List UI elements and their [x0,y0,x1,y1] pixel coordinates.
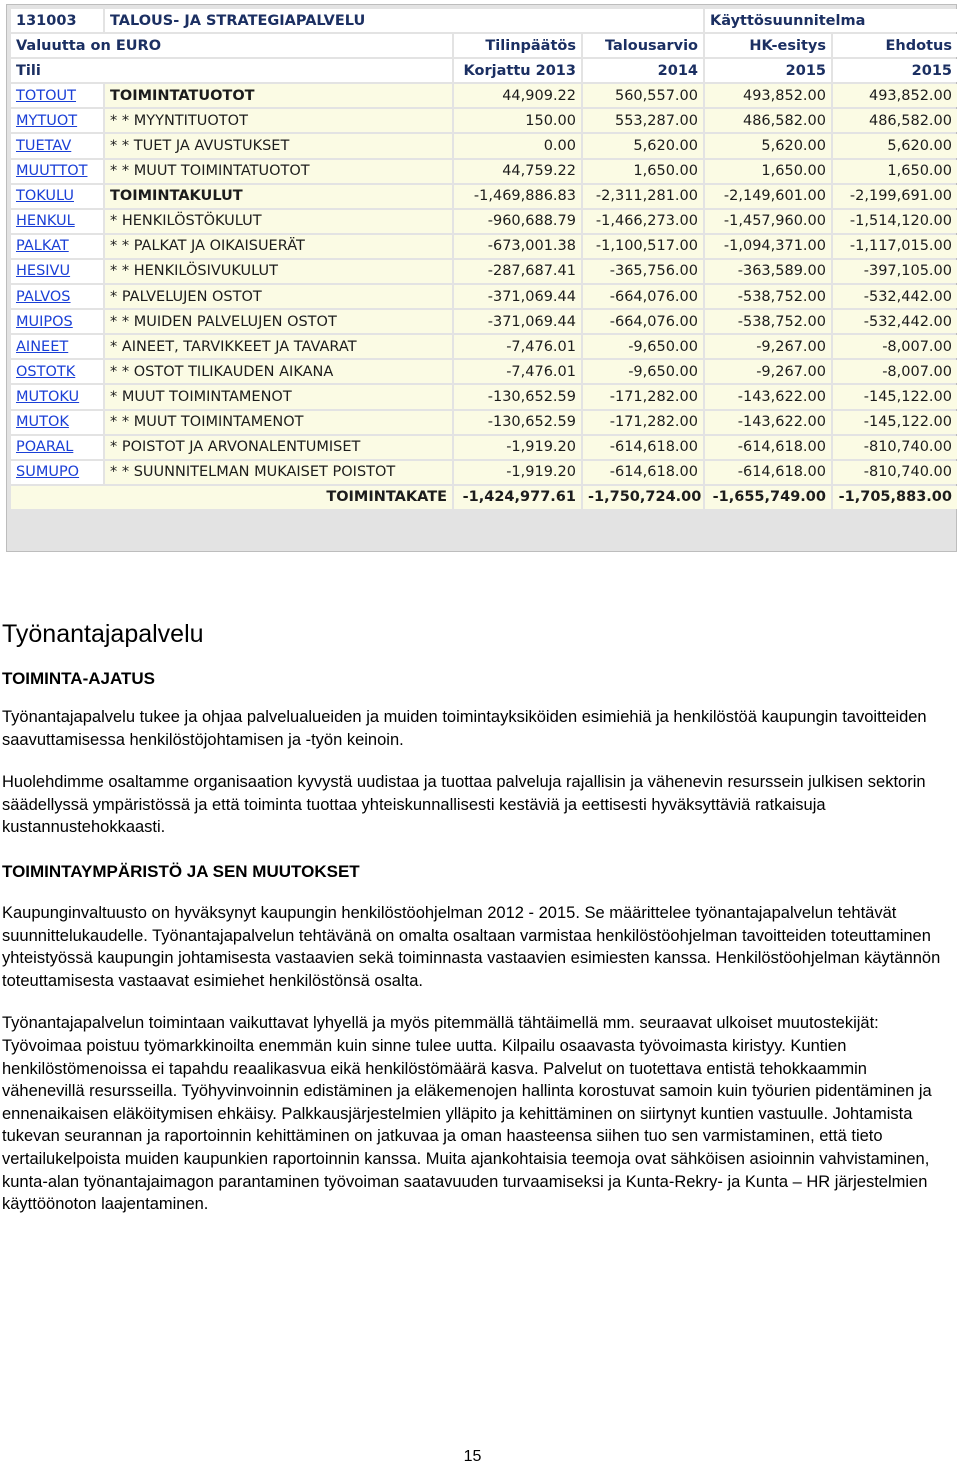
amount-cell: -1,514,120.00 [833,210,957,233]
amount-cell: 1,650.00 [583,160,703,183]
column-header: Tilinpäätös [454,34,581,57]
total-row [11,486,957,509]
amount-cell: -9,650.00 [583,360,703,383]
account-name: * * MUIDEN PALVELUJEN OSTOT [105,310,452,333]
account-name: * POISTOT JA ARVONALENTUMISET [105,436,452,459]
amount-cell: -7,476.01 [454,360,581,383]
account-code-cell [11,411,103,434]
amount-cell: -614,618.00 [705,436,831,459]
amount-cell: -614,618.00 [705,461,831,484]
amount-cell: -9,267.00 [705,360,831,383]
amount-cell: -1,457,960.00 [705,210,831,233]
table-row [11,411,957,434]
account-code-link[interactable]: MYTUOT [16,112,78,129]
account-name: * * MUUT TOIMINTAMENOT [105,411,452,434]
account-code-cell [11,360,103,383]
amount-cell: -171,282.00 [583,385,703,408]
section-heading-toiminta-ajatus: TOIMINTA-AJATUS [2,669,155,688]
account-code-link[interactable]: MUIPOS [16,313,73,330]
amount-cell: -130,652.59 [454,385,581,408]
amount-cell: -1,117,015.00 [833,235,957,258]
amount-cell: -664,076.00 [583,285,703,308]
amount-cell: -7,476.01 [454,335,581,358]
paragraph-factors: Työvoimaa poistuu työmarkkinoilta enemmän kuin sinne tulee uutta. Kilpailu osaavasta työvoimasta kiristyy. Kuntien henkilöstömenoissa ei tapahdu reaalikasvua eikä henkilöstömäärä kasva. Palvelut on tuotettava entistä tehokkaammin vähenevillä resursseilla. Työhyvinvoinnin edistäminen ja eläkemenojen hallinta korostuvat samoin kuin työurien pidentäminen ja ennenaikaisen eläköitymisen ehkäisy. Palkkausjärjestelmien ylläpito ja kehittäminen on siirtynyt kuntien vastuulle. Johtamista tukevan seurannan ja raportoinnin kehittäminen on jatkuvaa ja oman haasteensa siihen tuo sen varmistaminen, että tieto vertailukelpoista muiden kaupunkien raportoinnin kanssa. Muita ajankohtaisia teemoja ovat sähköisen asioinnin vahvistaminen, kunta-alan työnantajaimagon parantaminen työvoiman saatavuuden turvaamiseksi ja Kunta-Rekry- ja Kunta – HR järjestelmien käyttöönoton laajentaminen. [2,1036,932,1214]
amount-cell: 553,287.00 [583,109,703,132]
account-name: TOIMINTAKULUT [105,185,452,208]
amount-cell: -130,652.59 [454,411,581,434]
table-row [11,335,957,358]
table-row [11,210,957,233]
table-row [11,310,957,333]
amount-cell: 1,650.00 [705,160,831,183]
paragraph-resources: Huolehdimme osaltamme organisaation kyvystä uudistaa ja tuottaa palveluja rajallisin ja vähenevin resurssein julkisen sektorin säädellyssä ympäristössä ja että toiminta tuottaa yhteiskunnallisesti kestäviä ja eettisesti hyväksyttäviä ratkaisuja kustannustehokkaasti. [2,773,926,837]
table-row [11,385,957,408]
table-row [11,134,957,157]
amount-cell: -287,687.41 [454,260,581,283]
account-code-link[interactable]: AINEET [16,338,69,355]
budget-table-panel [6,4,957,552]
amount-cell: -673,001.38 [454,235,581,258]
amount-cell: -538,752.00 [705,285,831,308]
account-code-cell [11,84,103,107]
account-name: * * HENKILÖSIVUKULUT [105,260,452,283]
table-row [11,436,957,459]
table-row [11,461,957,484]
header-row [11,9,957,32]
amount-cell: -2,311,281.00 [583,185,703,208]
account-code-link[interactable]: PALKAT [16,238,69,255]
account-code-cell [11,461,103,484]
account-code-link[interactable]: SUMUPO [16,464,80,481]
amount-cell: -538,752.00 [705,310,831,333]
amount-cell: -2,149,601.00 [705,185,831,208]
amount-cell: 0.00 [454,134,581,157]
paragraph-mission: Työnantajapalvelu tukee ja ohjaa palvelualueiden ja muiden toimintayksiköiden esimiehiä ja henkilöstöä kaupungin tavoitteiden saavuttamisessa henkilöstöjohtamisen ja -työn keinoin. [2,708,927,749]
header-row [11,59,957,82]
amount-cell: 150.00 [454,109,581,132]
account-code-cell [11,260,103,283]
account-code-cell [11,436,103,459]
account-name: * AINEET, TARVIKKEET JA TAVARAT [105,335,452,358]
account-code-cell [11,310,103,333]
account-code-link[interactable]: PALVOS [16,288,71,305]
column-year: 2015 [833,59,957,82]
account-name: * HENKILÖSTÖKULUT [105,210,452,233]
section-heading-environment: TOIMINTAYMPÄRISTÖ JA SEN MUUTOKSET [2,861,360,881]
amount-cell: -171,282.00 [583,411,703,434]
amount-cell: 44,909.22 [454,84,581,107]
header-row [11,34,957,57]
account-code-cell [11,385,103,408]
account-code-link[interactable]: TOTOUT [16,87,77,104]
amount-cell: 1,650.00 [833,160,957,183]
amount-cell: -397,105.00 [833,260,957,283]
amount-cell: 5,620.00 [705,134,831,157]
total-amount: -1,750,724.00 [583,486,703,509]
table-row [11,360,957,383]
account-code-cell [11,335,103,358]
account-code-link[interactable]: HENKUL [16,213,75,230]
account-name: * * TUET JA AVUSTUKSET [105,134,452,157]
amount-cell: -1,466,273.00 [583,210,703,233]
amount-cell: -532,442.00 [833,310,957,333]
amount-cell: 493,852.00 [705,84,831,107]
amount-cell: 5,620.00 [583,134,703,157]
amount-cell: -960,688.79 [454,210,581,233]
amount-cell: -1,469,886.83 [454,185,581,208]
account-name: TOIMINTATUOTOT [105,84,452,107]
account-code-cell [11,285,103,308]
account-code-link[interactable]: POARAL [16,439,74,456]
amount-cell: -9,650.00 [583,335,703,358]
amount-cell: -614,618.00 [583,461,703,484]
amount-cell: -8,007.00 [833,335,957,358]
column-year: 2014 [583,59,703,82]
table-row [11,160,957,183]
page-title: Työnantajapalvelu [2,620,204,648]
amount-cell: 486,582.00 [705,109,831,132]
total-amount: -1,705,883.00 [833,486,957,509]
paragraph-factors-intro: Työnantajapalvelun toimintaan vaikuttavat lyhyellä ja myös pitemmällä tähtäimellä mm. seuraavat ulkoiset muutostekijät: [2,1014,879,1033]
amount-cell: -363,589.00 [705,260,831,283]
page-number: 15 [463,1448,482,1465]
amount-cell: -145,122.00 [833,411,957,434]
amount-cell: -2,199,691.00 [833,185,957,208]
account-name: * * MUUT TOIMINTATUOTOT [105,160,452,183]
amount-cell: -8,007.00 [833,360,957,383]
amount-cell: -371,069.44 [454,310,581,333]
amount-cell: -9,267.00 [705,335,831,358]
amount-cell: 560,557.00 [583,84,703,107]
account-name: * * OSTOT TILIKAUDEN AIKANA [105,360,452,383]
currency-label: Valuutta on EURO [11,34,452,57]
amount-cell: -365,756.00 [583,260,703,283]
amount-cell: -371,069.44 [454,285,581,308]
account-name: * * SUUNNITELMAN MUKAISET POISTOT [105,461,452,484]
account-code-cell [11,235,103,258]
account-code-link[interactable]: MUUTTOT [16,163,88,180]
account-code-cell [11,185,103,208]
column-header: Ehdotus [833,34,957,57]
table-row [11,185,957,208]
total-amount: -1,424,977.61 [454,486,581,509]
account-code-cell [11,160,103,183]
unit-name: TALOUS- JA STRATEGIAPALVELU [105,9,703,32]
paragraph-program: Kaupunginvaltuusto on hyväksynyt kaupungin henkilöstöohjelman 2012 - 2015. Se määrittelee työnantajapalvelun tehtävät suunnittelukaudelle. Työnantajapalvelun tehtävänä on omalta osaltaan varmistaa henkilöstöohjelman tavoitteiden toteuttaminen yhteistyössä kaupungin johtamisesta vastaavien sekä toiminnasta vastaavien esimiesten kanssa. Henkilöstöohjelman käytännön toteuttamisesta vastaavat esimiehet henkilöstönsä osalta. [2,903,941,990]
account-code-cell [11,109,103,132]
account-code-link[interactable]: OSTOTK [16,363,76,380]
account-code-cell [11,134,103,157]
amount-cell: -810,740.00 [833,436,957,459]
account-name: * * PALKAT JA OIKAISUERÄT [105,235,452,258]
account-code-link[interactable]: HESIVU [16,263,71,280]
account-code-cell [11,210,103,233]
amount-cell: 493,852.00 [833,84,957,107]
amount-cell: -532,442.00 [833,285,957,308]
amount-cell: -810,740.00 [833,461,957,484]
account-name: * MUUT TOIMINTAMENOT [105,385,452,408]
table-row [11,84,957,107]
amount-cell: -664,076.00 [583,310,703,333]
amount-cell: -1,100,517.00 [583,235,703,258]
account-name: * PALVELUJEN OSTOT [105,285,452,308]
account-code-link[interactable]: TUETAV [16,138,72,155]
total-label: TOIMINTAKATE [11,486,452,509]
column-year: 2015 [705,59,831,82]
amount-cell: 486,582.00 [833,109,957,132]
table-row [11,260,957,283]
account-code-link[interactable]: MUTOK [16,414,69,431]
unit-code: 131003 [11,9,103,32]
account-code-link[interactable]: MUTOKU [16,388,80,405]
account-label: Tili [11,59,452,82]
amount-cell: -1,094,371.00 [705,235,831,258]
total-amount: -1,655,749.00 [705,486,831,509]
table-row [11,109,957,132]
table-row [11,285,957,308]
amount-cell: -1,919.20 [454,461,581,484]
amount-cell: -143,622.00 [705,385,831,408]
amount-cell: -1,919.20 [454,436,581,459]
column-year: Korjattu 2013 [454,59,581,82]
account-name: * * MYYNTITUOTOT [105,109,452,132]
amount-cell: -614,618.00 [583,436,703,459]
table-row [11,235,957,258]
amount-cell: -143,622.00 [705,411,831,434]
plan-label: Käyttösuunnitelma [705,9,957,32]
amount-cell: 5,620.00 [833,134,957,157]
column-header: Talousarvio [583,34,703,57]
account-code-link[interactable]: TOKULU [16,188,74,205]
column-header: HK-esitys [705,34,831,57]
amount-cell: -145,122.00 [833,385,957,408]
budget-table [9,7,959,511]
document-body [2,620,942,1216]
amount-cell: 44,759.22 [454,160,581,183]
